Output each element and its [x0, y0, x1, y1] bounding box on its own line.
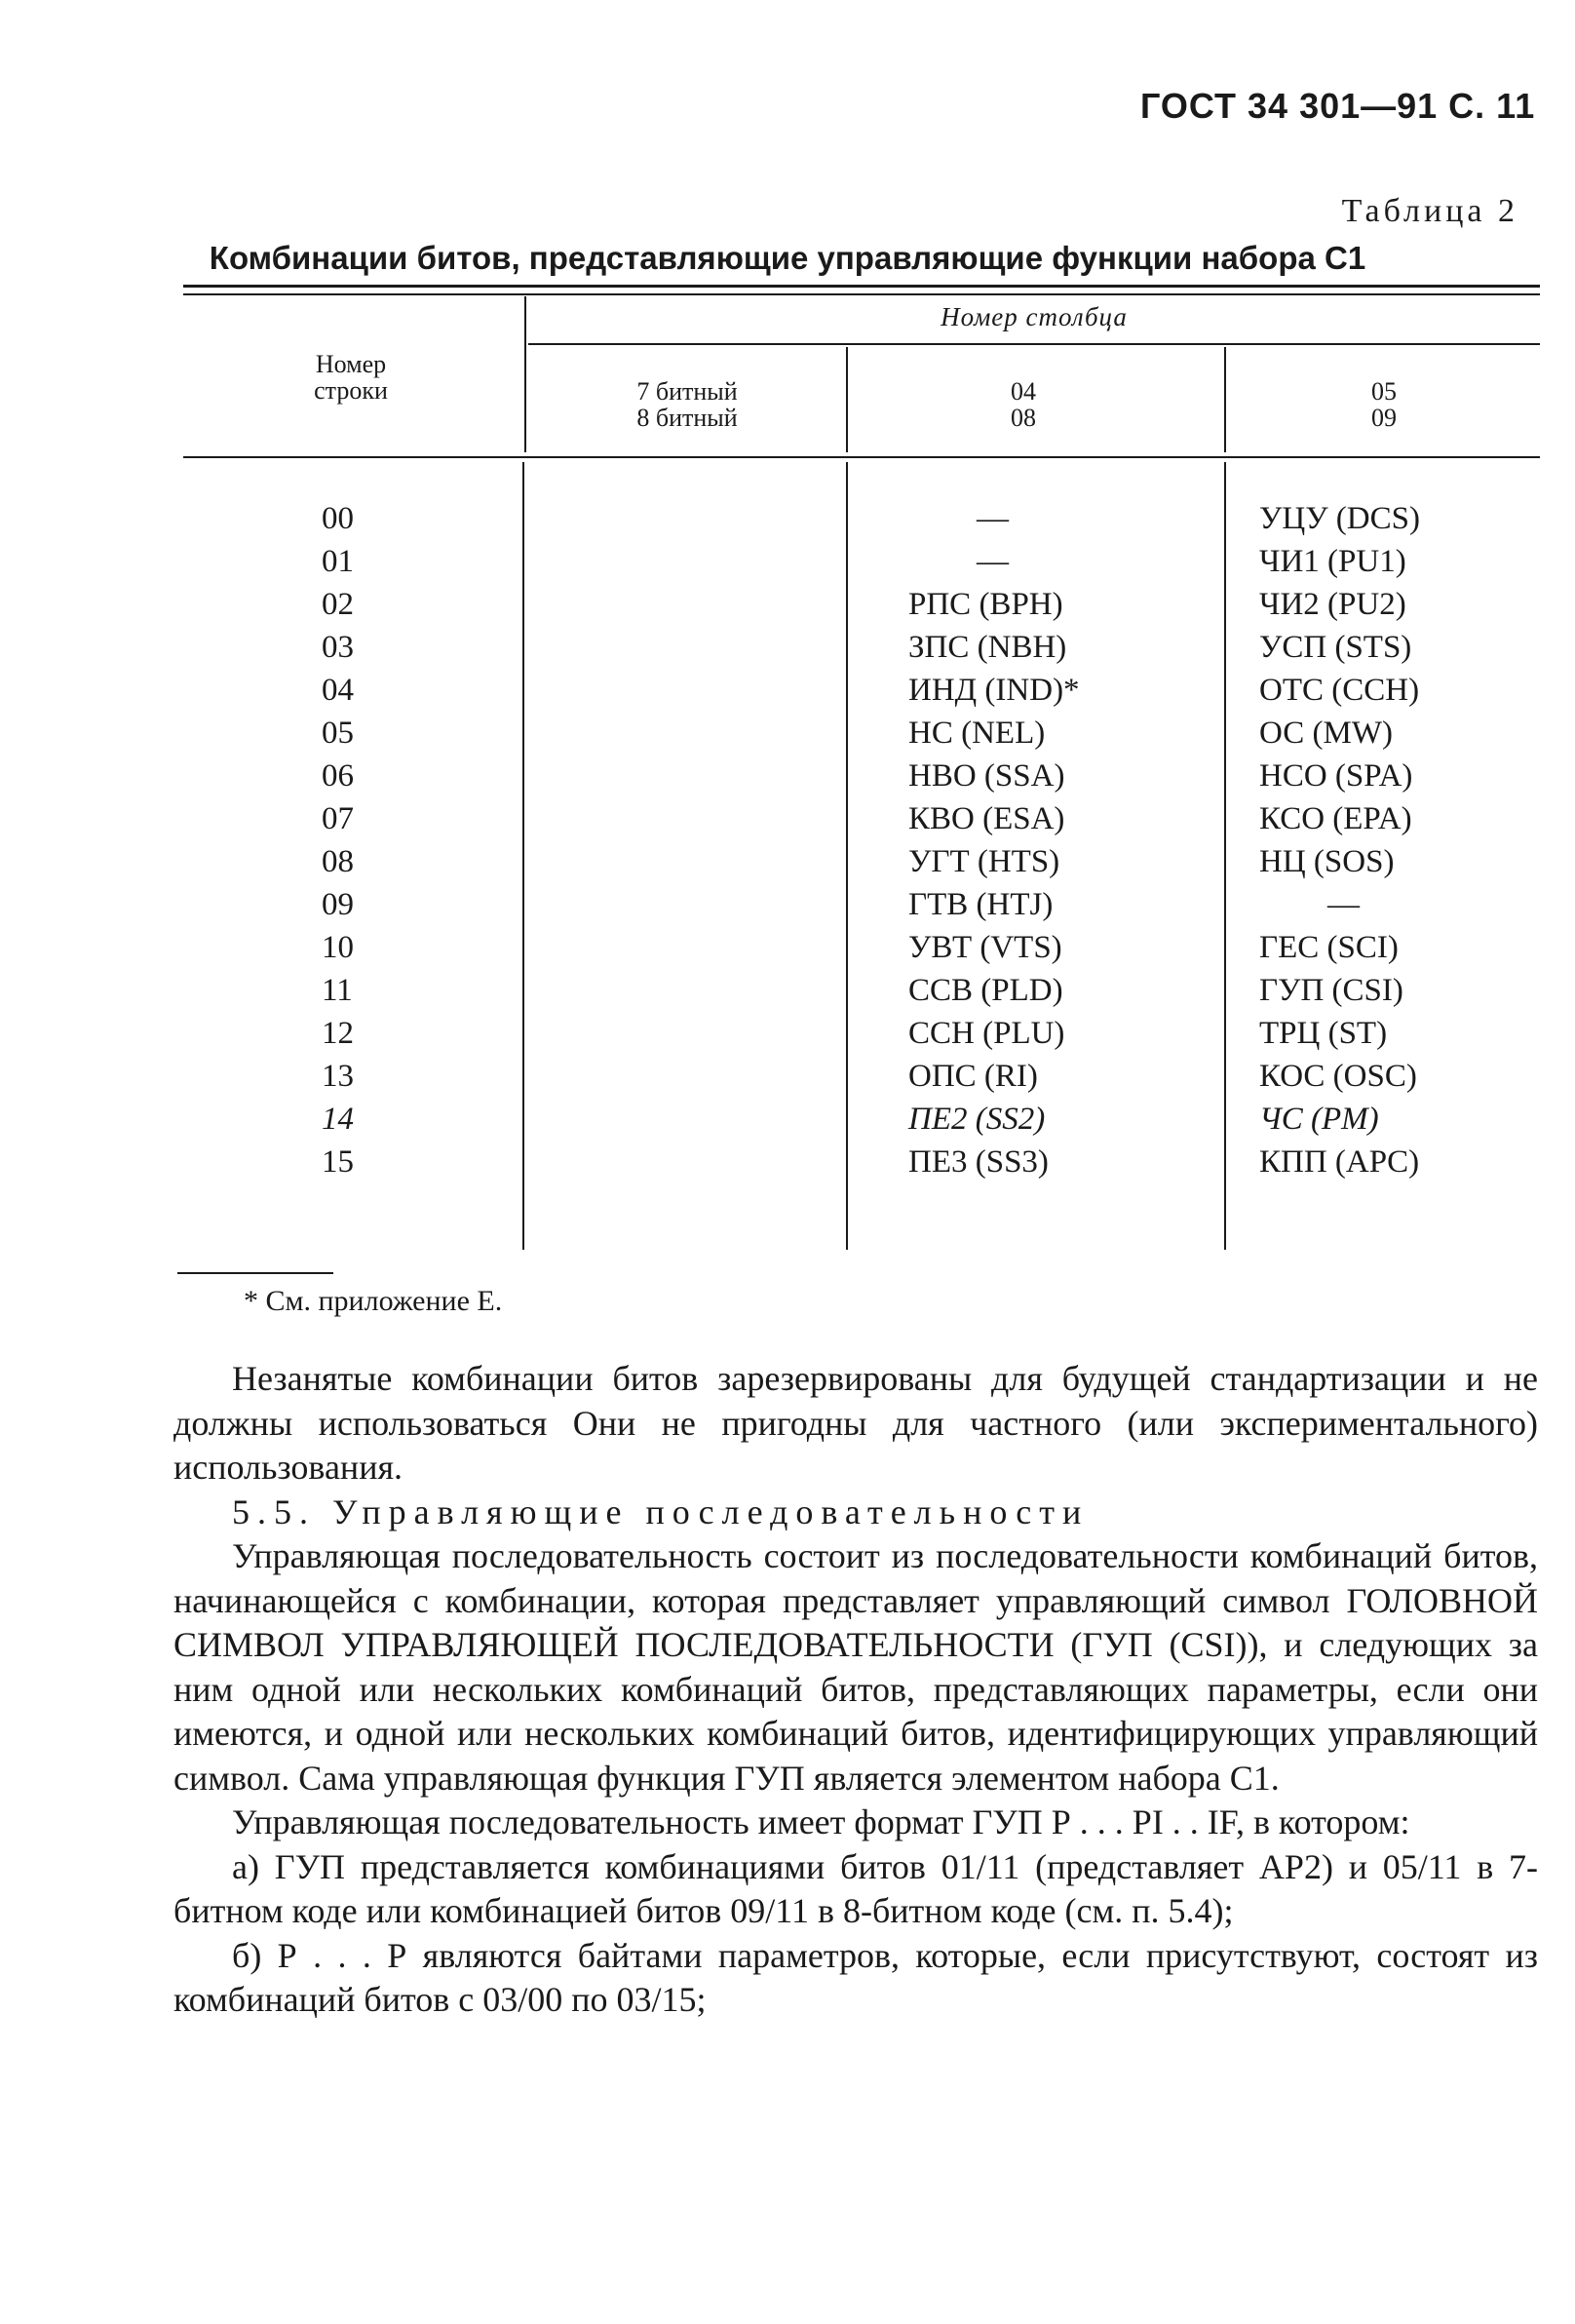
- row-col-b: КОС (OSC): [1259, 1059, 1417, 1094]
- table-top-rule: [183, 285, 1540, 288]
- header-col-b: 05 09: [1371, 377, 1397, 433]
- row-num: 14: [322, 1102, 354, 1137]
- row-col-b: НЦ (SOS): [1259, 844, 1395, 879]
- col-divider-1-body: [522, 462, 524, 1250]
- row-col-b: ЧИ1 (PU1): [1259, 544, 1406, 579]
- row-col-a: ПЕ3 (SS3): [908, 1144, 1049, 1180]
- col-divider-3-body: [1224, 462, 1226, 1250]
- page-header: ГОСТ 34 301—91 С. 11: [1140, 86, 1536, 126]
- header-bits: 7 битный 8 битный: [636, 377, 738, 433]
- row-col-b: ОТС (CCH): [1259, 673, 1420, 708]
- row-col-a: ЗПС (NBH): [908, 630, 1067, 665]
- row-num: 15: [322, 1144, 354, 1180]
- row-num: 07: [322, 801, 354, 836]
- row-num: 06: [322, 758, 354, 794]
- row-col-b: —: [1327, 887, 1360, 922]
- row-num: 11: [322, 973, 353, 1008]
- row-col-a: ГТВ (HTJ): [908, 887, 1054, 922]
- row-num: 00: [322, 501, 354, 536]
- paragraph-format: Управляющая последовательность имеет формат ГУП Р . . . PI . . IF, в котором:: [232, 1802, 1410, 1841]
- header-column-number: Номер столбца: [941, 302, 1128, 331]
- row-col-a: НВО (SSA): [908, 758, 1065, 794]
- row-col-a: ССН (PLU): [908, 1016, 1065, 1051]
- footnote-rule: [177, 1272, 333, 1274]
- row-col-b: УЦУ (DCS): [1259, 501, 1420, 536]
- footnote: * См. приложение Е.: [244, 1285, 503, 1317]
- section-heading: [173, 1491, 1538, 1535]
- row-col-a: —: [977, 544, 1009, 579]
- row-num: 10: [322, 930, 354, 965]
- row-num: 04: [322, 673, 354, 708]
- row-col-a: ОПС (RI): [908, 1059, 1038, 1094]
- row-col-b: ГУП (CSI): [1259, 973, 1403, 1008]
- row-num: 01: [322, 544, 354, 579]
- row-col-a: ИНД (IND)*: [908, 673, 1080, 708]
- header-inner-rule: [528, 343, 1540, 345]
- paragraph-control-sequence: Управляющая последовательность состоит из последовательности комбинаций битов, начинающейся с комбинации, которая представляет управляющий символ ГОЛОВНОЙ СИМВОЛ УПРАВЛЯЮЩЕЙ ПОСЛЕДОВАТЕЛЬНОСТИ (ГУП (CSI)), и следующих за ним одной или нескольких комбинаций битов, представляющих параметры, если они имеются, и одной или нескольких комбинаций битов, идентифицирующих управляющий символ. Сама управляющая функция ГУП является элементом набора С1.: [173, 1536, 1538, 1798]
- row-col-b: КПП (APC): [1259, 1144, 1420, 1180]
- row-num: 08: [322, 844, 354, 879]
- col-divider-2-body: [846, 462, 848, 1250]
- row-col-b: ОС (MW): [1259, 716, 1393, 751]
- row-col-a: РПС (BPH): [908, 587, 1063, 622]
- row-col-a: УГТ (HTS): [908, 844, 1060, 879]
- col-divider-2: [846, 347, 848, 452]
- row-col-b: ЧИ2 (PU2): [1259, 587, 1406, 622]
- row-col-a: КВО (ESA): [908, 801, 1065, 836]
- col-divider-1: [524, 296, 526, 452]
- header-col-a: 04 08: [1011, 377, 1036, 433]
- row-num: 03: [322, 630, 354, 665]
- row-col-a: НС (NEL): [908, 716, 1046, 751]
- row-num: 09: [322, 887, 354, 922]
- row-col-a: УВТ (VTS): [908, 930, 1062, 965]
- col-divider-3: [1224, 347, 1226, 452]
- paragraph-item-a: а) ГУП представляется комбинациями битов 01/11 (представляет АР2) и 05/11 в 7-битном коде или комбинацией битов 09/11 в 8-битном коде (см. п. 5.4);: [173, 1846, 1538, 1930]
- row-col-b: ТРЦ (ST): [1259, 1016, 1388, 1051]
- row-col-b: УСП (STS): [1259, 630, 1412, 665]
- table-label: Таблица 2: [1341, 193, 1518, 229]
- row-col-b: НСО (SPA): [1259, 758, 1413, 794]
- row-num: 05: [322, 716, 354, 751]
- header-bottom-rule: [183, 456, 1540, 458]
- row-col-b: КСО (EPA): [1259, 801, 1412, 836]
- section-heading-text: 5.5. Управляющие последовательности: [232, 1491, 1090, 1531]
- row-col-a: ССВ (PLD): [908, 973, 1063, 1008]
- row-col-a: —: [977, 501, 1009, 536]
- table-title: Комбинации битов, представляющие управляющие функции набора С1: [209, 240, 1366, 276]
- paragraph-item-b: б) Р . . . Р являются байтами параметров, которые, если присутствуют, состоят из комбинаций битов с 03/00 по 03/15;: [173, 1935, 1538, 2019]
- row-col-a: ПЕ2 (SS2): [908, 1102, 1046, 1137]
- row-num: 12: [322, 1016, 354, 1051]
- row-num: 02: [322, 587, 354, 622]
- header-row-number: Номер строки: [314, 350, 388, 406]
- table-top-rule-2: [183, 293, 1540, 295]
- row-col-b: ГЕС (SCI): [1259, 930, 1399, 965]
- paragraph-reserved: Незанятые комбинации битов зарезервированы для будущей стандартизации и не должны использоваться Они не пригодны для частного (или экспериментального) использования.: [173, 1359, 1538, 1487]
- body-text: [173, 1357, 1538, 2023]
- row-col-b: ЧС (PM): [1259, 1102, 1379, 1137]
- row-num: 13: [322, 1059, 354, 1094]
